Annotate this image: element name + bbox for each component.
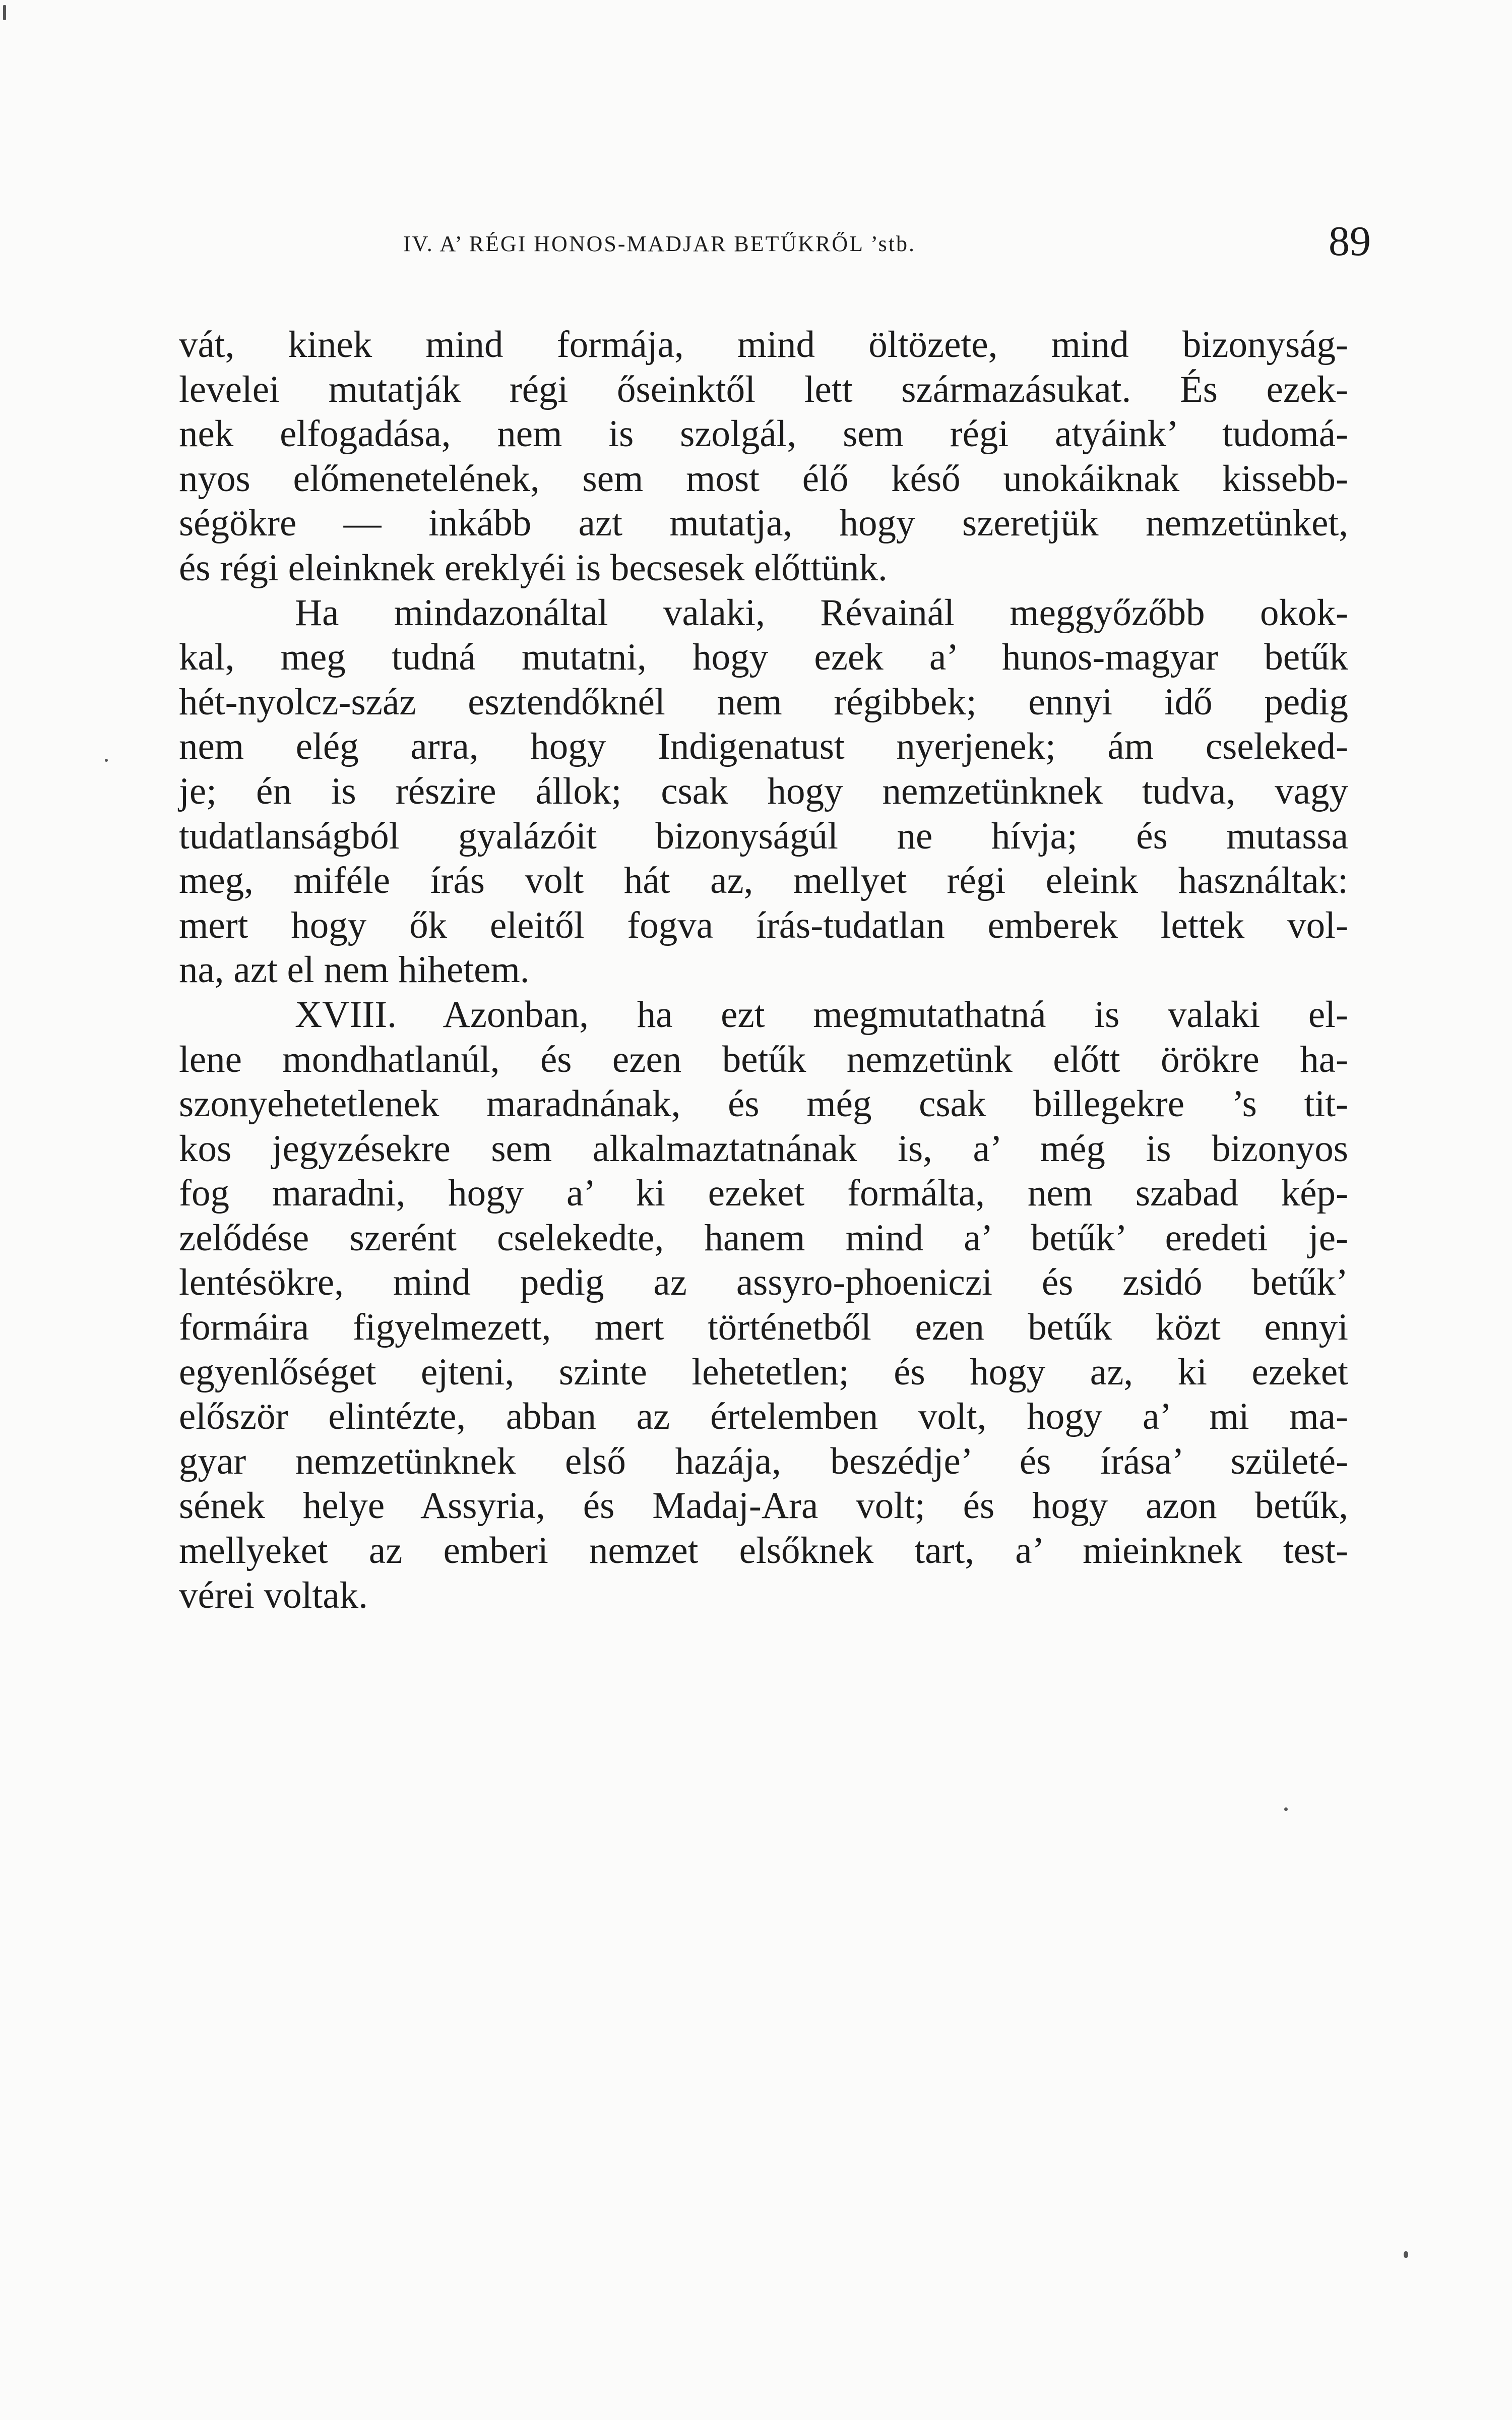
text-line: tudatlanságból gyalázóit bizonyságúl ne hívja; és mutassa [179,815,1348,857]
text-line: sének helye Assyria, és Madaj-Ara volt; és hogy azon betűk, [179,1485,1348,1527]
text-line: először elintézte, abban az értelemben volt, hogy a’ mi ma- [179,1396,1348,1438]
text-line: ségökre — inkább azt mutatja, hogy szeretjük nemzetünket, [179,502,1348,544]
text-line: lentésökre, mind pedig az assyro-phoeniczi és zsidó betűk’ [179,1261,1348,1304]
scan-speck [1284,1807,1288,1811]
text-line: kal, meg tudná mutatni, hogy ezek a’ hunos-magyar betűk [179,636,1348,679]
scan-speck [1404,2251,1408,2258]
text-line: egyenlőséget ejteni, szinte lehetetlen; és hogy az, ki ezeket [179,1351,1348,1393]
text-line: hét-nyolcz-száz esztendőknél nem régibbek; ennyi idő pedig [179,681,1348,723]
text-line: kos jegyzésekre sem alkalmaztatnának is, a’ még is bizonyos [179,1127,1348,1170]
text-line: mellyeket az emberi nemzet elsőknek tart, a’ mieinknek test- [179,1530,1348,1572]
text-line: je; én is részire állok; csak hogy nemzetünknek tudva, vagy [179,770,1348,812]
text-line: formáira figyelmezett, mert történetből ezen betűk közt ennyi [179,1306,1348,1349]
text-line: nyos előmenetelének, sem most élő késő unokáiknak kissebb- [179,457,1348,500]
text-line: levelei mutatják régi őseinktől lett származásukat. És ezek- [179,368,1348,410]
text-line: vérei voltak. [179,1574,368,1616]
text-line: vát, kinek mind formája, mind öltözete, mind bizonyság- [179,324,1348,366]
scan-speck [3,5,6,20]
text-line: mert hogy ők eleitől fogva írás-tudatlan emberek lettek vol- [179,904,1348,946]
text-line: szonyehetetlenek maradnának, és még csak billegekre ’s tit- [179,1083,1348,1125]
text-line: lene mondhatlanúl, és ezen betűk nemzetünk előtt örökre ha- [179,1038,1348,1080]
text-line: nek elfogadása, nem is szolgál, sem régi atyáink’ tudomá- [179,413,1348,455]
body-text [179,323,1348,1618]
page-number: 89 [1329,218,1371,265]
paragraph-start-line: Ha mindazonáltal valaki, Révainál meggyőzőbb okok- [295,591,1348,634]
text-line: és régi eleinknek ereklyéi is becsesek előttünk. [179,547,888,589]
page-header [403,217,1371,277]
text-line: nem elég arra, hogy Indigenatust nyerjenek; ám cseleked- [179,725,1348,768]
text-line: na, azt el nem hihetem. [179,949,530,991]
text-line: zelődése szerént cselekedte, hanem mind a’ betűk’ eredeti je- [179,1217,1348,1259]
scan-speck [105,759,108,762]
text-line: meg, miféle írás volt hát az, mellyet régi eleink használtak: [179,860,1348,902]
running-head: IV. A’ RÉGI HONOS-MADJAR BETŰKRŐL ’stb. [403,231,916,256]
text-line: fog maradni, hogy a’ ki ezeket formálta, nem szabad kép- [179,1172,1348,1215]
section-start-line: XVIII. Azonban, ha ezt megmutathatná is valaki el- [295,993,1348,1036]
text-line: gyar nemzetünknek első hazája, beszédje’ és írása’ születé- [179,1440,1348,1482]
